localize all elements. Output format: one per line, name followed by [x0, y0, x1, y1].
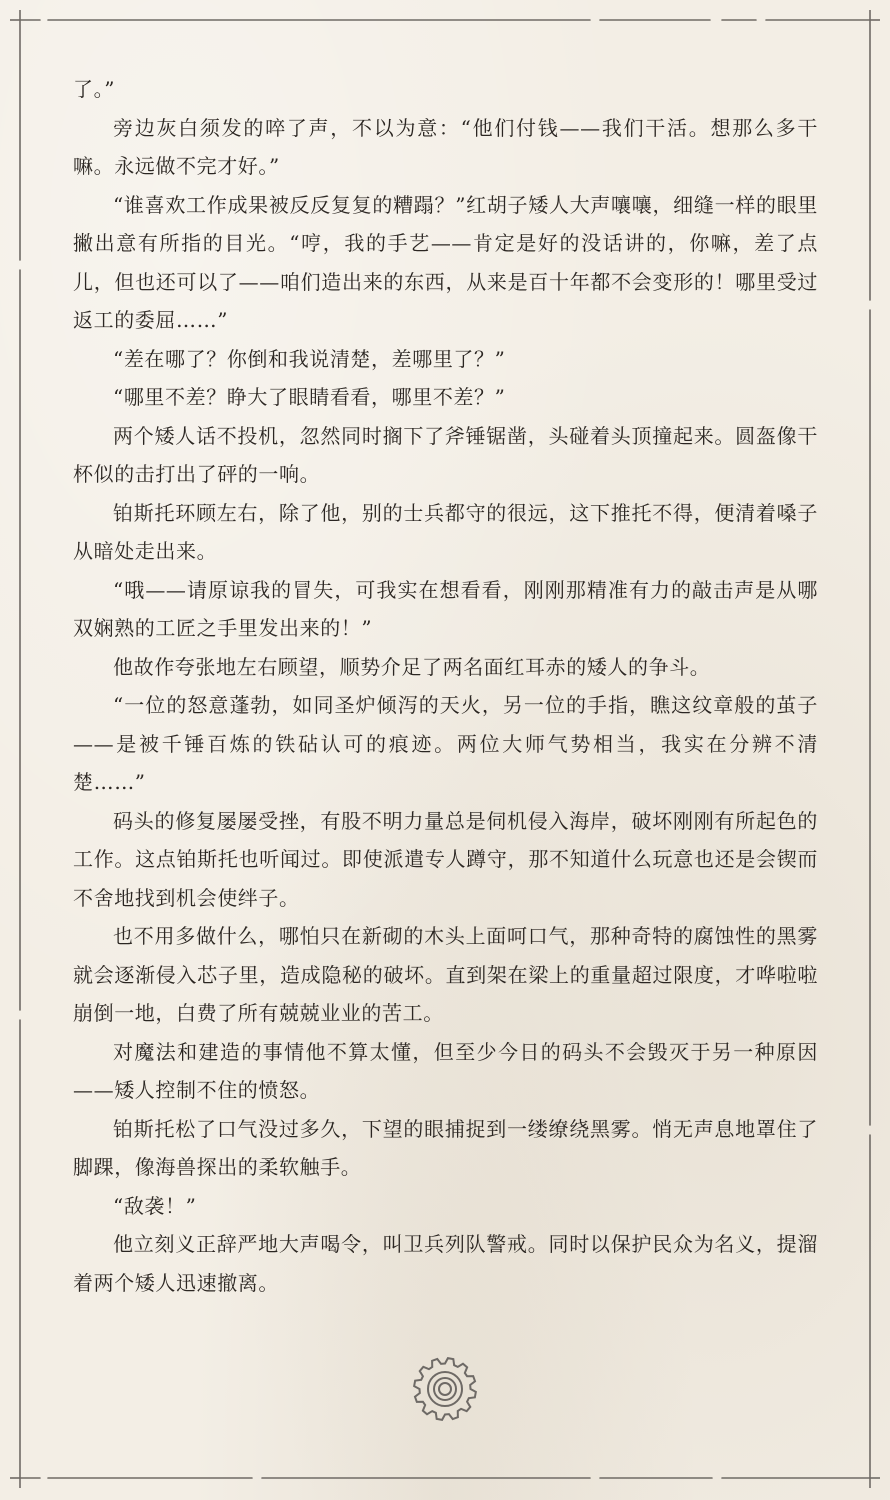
paragraph: 两个矮人话不投机，忽然同时搁下了斧锤锯凿，头碰着头顶撞起来。圆盔像干杯似的击打出了砰的一响。	[73, 423, 818, 486]
paragraph: 他故作夸张地左右顾望，顺势介足了两名面红耳赤的矮人的争斗。	[113, 654, 711, 679]
paragraph: 码头的修复屡屡受挫，有股不明力量总是伺机侵入海岸，破坏刚刚有所起色的工作。这点铂斯托也听闻过。即使派遣专人蹲守，那不知道什么玩意也还是会锲而不舍地找到机会使绊子。	[73, 808, 818, 910]
paragraph: “哦——请原谅我的冒失，可我实在想看看，刚刚那精准有力的敲击声是从哪双娴熟的工匠之手里发出来的！”	[73, 577, 818, 640]
document-body	[73, 70, 818, 1302]
paragraph: “一位的怒意蓬勃，如同圣炉倾泻的天火，另一位的手指，瞧这纹章般的茧子——是被千锤百炼的铁砧认可的痕迹。两位大师气势相当，我实在分辨不清楚……”	[73, 693, 818, 794]
paragraph: 也不用多做什么，哪怕只在新砌的木头上面呵口气，那种奇特的腐蚀性的黑雾就会逐渐侵入芯子里，造成隐秘的破坏。直到架在梁上的重量超过限度，才哗啦啦崩倒一地，白费了所有兢兢业业的苦工。	[73, 924, 818, 1025]
gear-icon	[412, 1356, 478, 1422]
paragraph: “哪里不差？睁大了眼睛看看，哪里不差？”	[113, 385, 506, 409]
paragraph: 了。”	[73, 77, 116, 101]
paragraph: 铂斯托环顾左右，除了他，别的士兵都守的很远，这下推托不得，便清着嗓子从暗处走出来。	[73, 500, 818, 563]
paragraph: 他立刻义正辞严地大声喝令，叫卫兵列队警戒。同时以保护民众为名义，提溜着两个矮人迅速撤离。	[73, 1232, 818, 1295]
paragraph: “敌袭！”	[113, 1193, 197, 1218]
paragraph: 铂斯托松了口气没过多久，下望的眼捕捉到一缕缭绕黑雾。悄无声息地罩住了脚踝，像海兽探出的柔软触手。	[73, 1116, 818, 1179]
paragraph: “谁喜欢工作成果被反反复复的糟蹋？”红胡子矮人大声嚷嚷，细缝一样的眼里撇出意有所指的目光。“哼，我的手艺——肯定是好的没话讲的，你嘛，差了点儿，但也还可以了——咱们造出来的东西，从来是百十年都不会变形的！哪里受过返工的委屈……”	[73, 192, 818, 332]
paragraph: “差在哪了？你倒和我说清楚，差哪里了？”	[113, 346, 506, 371]
paragraph: 对魔法和建造的事情他不算太懂，但至少今日的码头不会毁灭于另一种原因——矮人控制不住的愤怒。	[73, 1039, 818, 1102]
paragraph: 旁边灰白须发的啐了声，不以为意：“他们付钱——我们干活。想那么多干嘛。永远做不完才好。”	[73, 115, 818, 178]
